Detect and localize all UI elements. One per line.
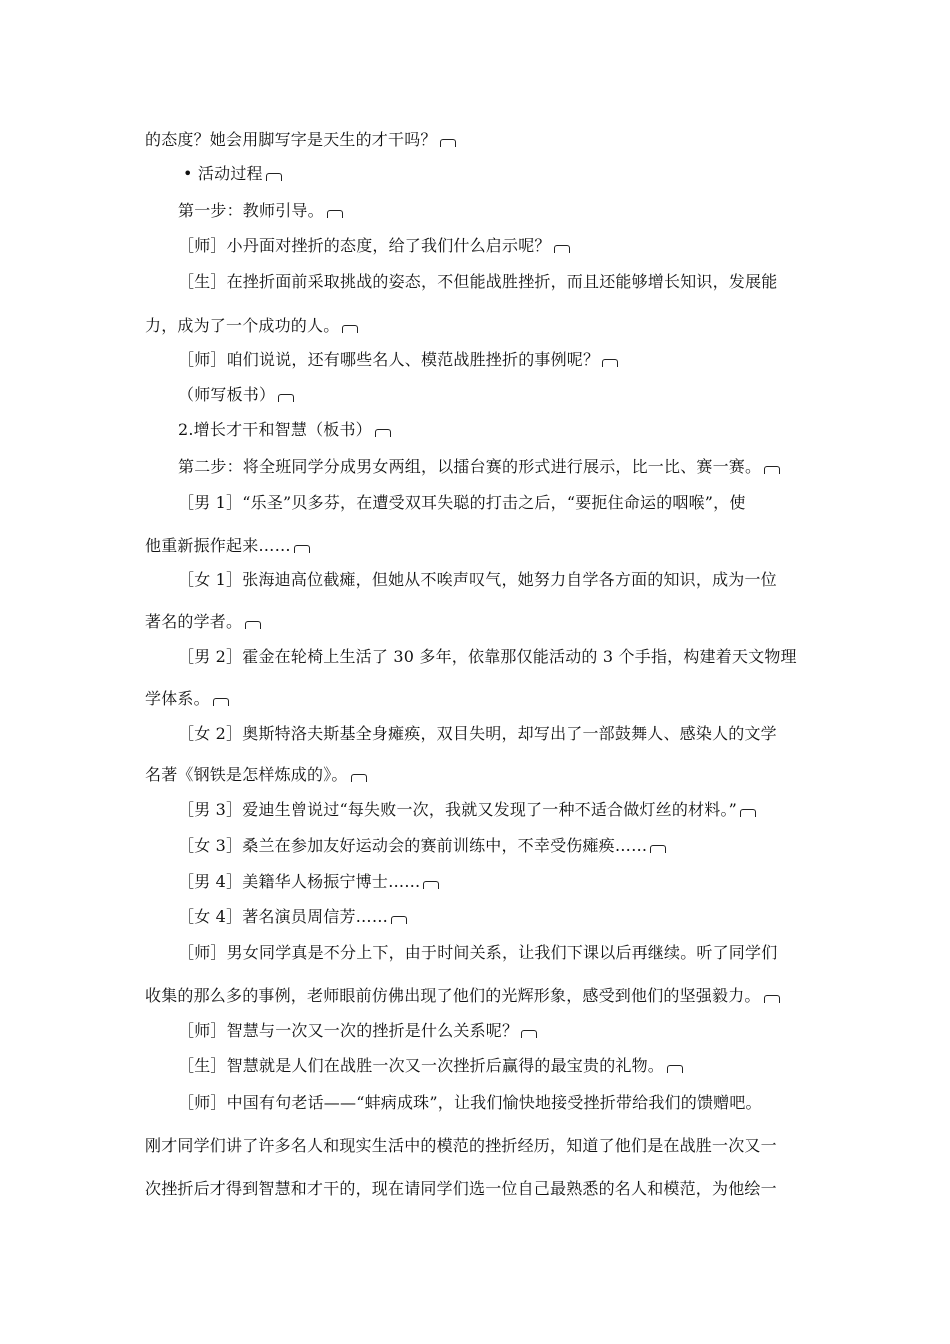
text-line: 第二步：将全班同学分成男女两组，以擂台赛的形式进行展示，比一比、赛一赛。: [178, 457, 780, 477]
text-line: ［生］智慧就是人们在战胜一次又一次挫折后赢得的最宝贵的礼物。: [178, 1056, 683, 1076]
paragraph-mark-icon: [375, 429, 391, 437]
text-line: 学体系。: [145, 689, 229, 709]
paragraph-mark-icon: [294, 545, 310, 553]
text-line: 的态度？她会用脚写字是天生的才干吗？: [145, 130, 456, 150]
text-line: ［女 1］张海迪高位截瘫，但她从不唉声叹气，她努力自学各方面的知识，成为一位: [178, 570, 777, 589]
text-line: 次挫折后才得到智慧和才干的，现在请同学们选一位自己最熟悉的名人和模范，为他绘一: [145, 1179, 777, 1198]
paragraph-mark-icon: [266, 173, 282, 181]
text-line: 2.增长才干和智慧（板书）: [178, 420, 391, 440]
paragraph-mark-icon: [342, 325, 358, 333]
paragraph-mark-icon: [764, 466, 780, 474]
text-line: 第一步：教师引导。: [178, 201, 343, 221]
paragraph-mark-icon: [245, 621, 261, 629]
paragraph-mark-icon: [351, 774, 367, 782]
text-line: ［男 4］美籍华人杨振宁博士……: [178, 872, 439, 892]
text-line: ［女 2］奥斯特洛夫斯基全身瘫痪，双目失明，却写出了一部鼓舞人、感染人的文学: [178, 724, 777, 743]
text-line: 力，成为了一个成功的人。: [145, 316, 358, 336]
text-line: ［男 3］爱迪生曾说过“每失败一次，我就又发现了一种不适合做灯丝的材料。”: [178, 800, 756, 820]
paragraph-mark-icon: [740, 809, 756, 817]
paragraph-mark-icon: [667, 1065, 683, 1073]
paragraph-mark-icon: [423, 881, 439, 889]
text-line: ［男 1］“乐圣”贝多芬，在遭受双耳失聪的打击之后，“要扼住命运的咽喉”，使: [178, 493, 746, 512]
text-line: 收集的那么多的事例，老师眼前仿佛出现了他们的光辉形象，感受到他们的坚强毅力。: [145, 986, 780, 1006]
paragraph-mark-icon: [391, 916, 407, 924]
paragraph-mark-icon: [764, 995, 780, 1003]
paragraph-mark-icon: [602, 359, 618, 367]
paragraph-mark-icon: [554, 245, 570, 253]
text-line: 他重新振作起来……: [145, 536, 310, 556]
paragraph-mark-icon: [327, 210, 343, 218]
text-line: 刚才同学们讲了许多名人和现实生活中的模范的挫折经历，知道了他们是在战胜一次又一: [145, 1136, 777, 1155]
paragraph-mark-icon: [278, 394, 294, 402]
text-line: （师写板书）: [178, 385, 294, 405]
text-line: 著名的学者。: [145, 612, 261, 632]
text-line: ［师］中国有句老话——“蚌病成珠”，让我们愉快地接受挫折带给我们的馈赠吧。: [178, 1093, 762, 1112]
paragraph-mark-icon: [650, 845, 666, 853]
text-line: 名著《钢铁是怎样炼成的》。: [145, 765, 367, 785]
paragraph-mark-icon: [213, 698, 229, 706]
text-line: ［生］在挫折面前采取挑战的姿态，不但能战胜挫折，而且还能够增长知识，发展能: [178, 272, 778, 291]
text-line: ［师］咱们说说，还有哪些名人、模范战胜挫折的事例呢？: [178, 350, 618, 370]
text-line: ［女 4］著名演员周信芳……: [178, 907, 407, 927]
text-line: ［师］小丹面对挫折的态度，给了我们什么启示呢？: [178, 236, 570, 256]
text-line: ［师］男女同学真是不分上下，由于时间关系，让我们下课以后再继续。听了同学们: [178, 943, 778, 962]
text-line: ［女 3］桑兰在参加友好运动会的赛前训练中，不幸受伤瘫痪……: [178, 836, 666, 856]
text-line: ［师］智慧与一次又一次的挫折是什么关系呢？: [178, 1021, 537, 1041]
section-heading: • 活动过程: [183, 164, 282, 184]
paragraph-mark-icon: [521, 1030, 537, 1038]
paragraph-mark-icon: [440, 139, 456, 147]
text-line: ［男 2］霍金在轮椅上生活了 30 多年，依靠那仅能活动的 3 个手指，构建着天文物理: [178, 647, 797, 666]
